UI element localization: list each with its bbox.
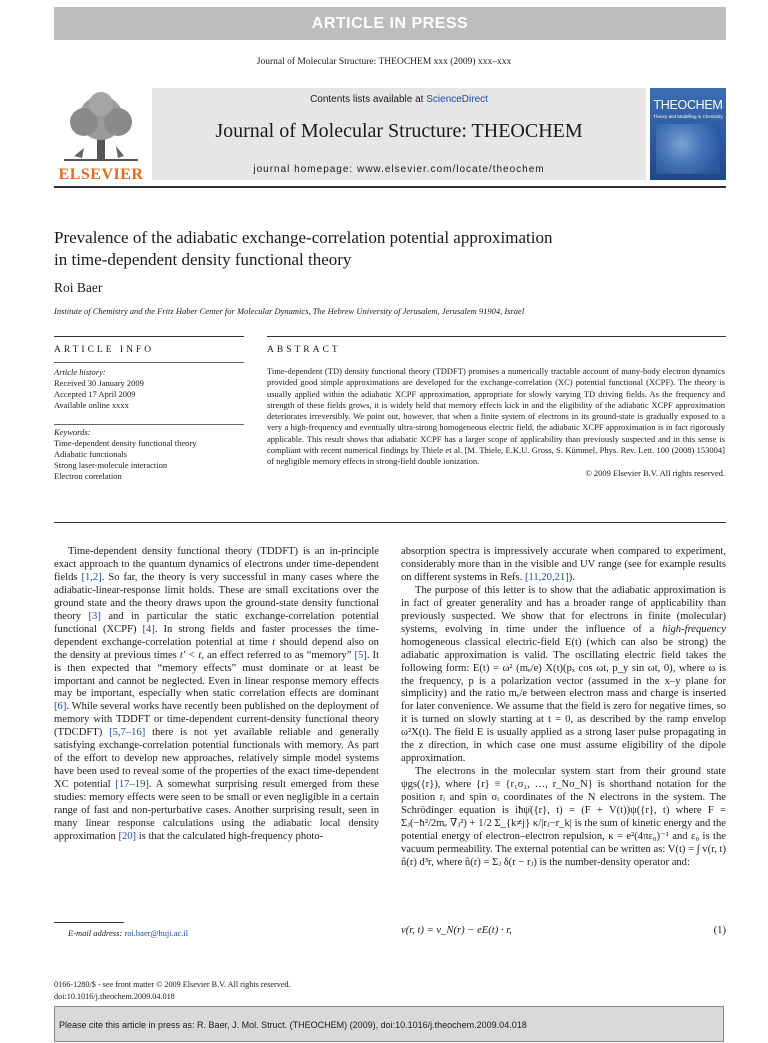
citation-box: Please cite this article in press as: R. Baer, J. Mol. Struct. (THEOCHEM) (2009), doi:10.1016/j.theochem.2009.04.018 (54, 1006, 724, 1042)
keywords (54, 427, 244, 482)
math-variable: t (272, 636, 276, 648)
citation-link[interactable]: [20] (118, 830, 137, 842)
text-run: . So far, the theory is very successful in many cases where the adiabatic-linear-response limit holds. These are small excitations over the ground state and the theory draws upon the ground-state density functional theory (54, 571, 380, 622)
intro-paragraph (54, 546, 379, 844)
journal-cover (650, 88, 726, 180)
abstract-bottom-rule (54, 522, 726, 523)
history-online: Available online xxxx (54, 400, 129, 410)
text-run: and in particular the static exchange-correlation potential functional (XCPF) (54, 610, 379, 635)
author-name: Roi Baer (54, 280, 103, 295)
history-label: Article history: (54, 367, 106, 377)
text-run: ). (568, 571, 575, 583)
keyword-item: Time-dependent density functional theory (54, 438, 197, 448)
text-run: Time-dependent density functional theory (TDDFT) is an in-principle exact approach to the quantum dynamics of electrons under time-dependent fields (54, 546, 379, 583)
abstract-copyright: © 2009 Elsevier B.V. All rights reserved. (585, 467, 725, 478)
paper-title (54, 227, 694, 271)
text-run: . While several works have recently been published on the deployment of memory with TDDFT or time-dependent current-density functional theory (TDCDFT) (54, 701, 379, 739)
journal-reference: Journal of Molecular Structure: THEOCHEM xxx (2009) xxx–xxx (256, 57, 512, 67)
equation-number: (1) (713, 925, 726, 936)
elsevier-logo (54, 90, 148, 184)
footnote-rule (54, 922, 124, 923)
text-run: . It is then expected that “memory effects” must dominate or at least be important and cannot be neglected. Even in linear response memory effects may be important, especially when static correlation effects are dominant (54, 649, 380, 700)
text-run: homogeneous classical electric-field E(t) (which can also be strong) the adiabatic approximation is valid. The oscillating electric field takes the following form: E(t) = ω² (mₑ/e) X(t)(pₓ cos ωt, p_y sin ωt, 0), where ω is the frequency, p is a polarization vector (assumed in the x–y plane for simplicity) and the ratio mₑ/e between electron mass and charge is inserted for later convenience. We assume that the field is zero for negative times, so it is turned on slowly starting at t = 0, as described by the ramp envelop ω²X(t). The field E is usually applied as a strong laser pulse propagating in the z direction, in which case one must assume eligibility of the dipole approximation. (401, 636, 726, 765)
journal-title: Journal of Molecular Structure: THEOCHEM (215, 120, 583, 142)
purpose-paragraph (401, 585, 726, 766)
contents-prefix: Contents lists available at (310, 94, 427, 105)
math-variable: t′ < t (179, 649, 202, 661)
history-received: Received 30 January 2009 (54, 378, 144, 388)
citation-link[interactable]: [1,2] (81, 571, 102, 583)
schrodinger-paragraph (401, 766, 726, 870)
citation-link[interactable]: [5,7–16] (109, 727, 146, 739)
equation-1 (401, 925, 726, 936)
email-label: E-mail address: (68, 928, 125, 938)
body-column-left (54, 546, 379, 844)
journal-header-box (152, 88, 646, 180)
contents-line (152, 94, 646, 105)
body-column-right (401, 546, 726, 870)
cover-subtitle: Theory and Modelling in Chemistry (653, 114, 723, 119)
email-link[interactable]: roi.baer@huji.ac.il (124, 928, 189, 938)
doi-line[interactable]: doi:10.1016/j.theochem.2009.04.018 (54, 991, 175, 1001)
equation-text: v(r, t) = v_N(r) − eE(t) · r, (401, 925, 512, 936)
keywords-label: Keywords: (54, 427, 91, 437)
citation-link[interactable]: [5] (354, 649, 367, 661)
emphasis-text: high-frequency (662, 623, 726, 635)
text-run: . In strong fields and faster processes the time-dependent exchange-correlation potential at time (54, 623, 379, 648)
history-rule (54, 362, 244, 363)
article-history (54, 367, 244, 411)
continued-paragraph (401, 546, 726, 585)
keyword-item: Electron correlation (54, 471, 122, 481)
citation-link[interactable]: [3] (88, 610, 101, 622)
history-accepted: Accepted 17 April 2009 (54, 389, 136, 399)
text-run: . A somewhat surprising result emerged from these studies: memory effects were seen to be small or even negligible in a certain range of fast and non-perturbative cases. Another surprising result, seen in many linear response calculations using the adiabatic local density approximation (54, 779, 379, 842)
paper-title-line-1: Prevalence of the adiabatic exchange-correlation potential approximation (54, 228, 553, 247)
citation-link[interactable]: [17–19] (115, 779, 149, 791)
keywords-rule (54, 424, 244, 425)
masthead (54, 88, 726, 188)
issn-line: 0166-1280/$ - see front matter © 2009 Elsevier B.V. All rights reserved. (54, 980, 291, 989)
citation-link[interactable]: [4] (142, 623, 155, 635)
abstract-heading: ABSTRACT (267, 345, 341, 355)
elsevier-wordmark: ELSEVIER (58, 166, 144, 183)
sciencedirect-link[interactable]: ScienceDirect (426, 94, 488, 105)
journal-homepage[interactable]: journal homepage: www.elsevier.com/locate/theochem (253, 164, 545, 175)
keyword-item: Adiabatic functionals (54, 449, 127, 459)
article-info-heading: ARTICLE INFO (54, 345, 155, 355)
text-run: absorption spectra is impressively accurate when compared to experiment, considerably more than in the visible and UV range (see for example results on different systems in Refs. (401, 546, 726, 583)
footnote-email (68, 928, 188, 938)
elsevier-tree-icon (54, 90, 148, 166)
keyword-item: Strong laser-molecule interaction (54, 460, 168, 470)
citation-link[interactable]: [6] (54, 701, 67, 713)
author-affiliation: Institute of Chemistry and the Fritz Haber Center for Molecular Dynamics, The Hebrew University of Jerusalem, Jerusalem 91904, Israel (54, 306, 525, 316)
text-run: The electrons in the molecular system start from their ground state ψgs({r}), where {r} ≡ {r₁σ₁, …, r_Nσ_N} is shorthand notation for the position rᵢ and spin σᵢ coordinates of the N electrons in the system. The Schrödinger equation is iħψ̇({r}, t) = (F + V(t))ψ({r}, t) where F = Σⱼ(−ħ²/2mₑ ∇ⱼ²) + 1/2 Σ_{k≠j} κ/|rⱼ−r_k| is the sum of kinetic energy and the potential energy of electron–electron repulsion, κ = e²(4πε₀)⁻¹ and ε₀ is the vacuum permeability. The external potential can be written as: V(t) = ∫ v(r, t) n̂(r) d³r, where n̂(r) = Σⱼ δ(r − rⱼ) is the number-density operator and: (401, 766, 726, 868)
cover-title: THEOCHEM (653, 98, 723, 112)
text-run: should depend also on the density at previous times (54, 636, 379, 661)
abstract-rule (267, 336, 726, 337)
issn-block (54, 979, 291, 1002)
article-info-rule (54, 336, 244, 337)
article-in-press-banner: ARTICLE IN PRESS (54, 7, 726, 40)
cover-art (656, 124, 720, 174)
paper-title-line-2: in time-dependent density functional theory (54, 250, 352, 269)
abstract-body (267, 366, 725, 479)
text-run: The purpose of this letter is to show that the adiabatic approximation is in fact of greater generality and has a broader range of applicability than previously suspected. We show that for electrons in finite (molecular) systems, evolving in time under the influence of a (401, 584, 726, 635)
text-run: there is not yet available reliable and generally satisfying exchange-correlation potential functionals with memory. As part of the effort to develop new approaches, relatively simple model systems have been used to reveal some of the properties of the exact time-dependent XC potential (54, 727, 380, 791)
text-run: is that the calculated high-frequency photo- (136, 830, 324, 842)
citation-link[interactable]: [11,20,21] (524, 571, 569, 583)
text-run: , an effect referred to as “memory” (201, 649, 355, 661)
abstract-text: Time-dependent (TD) density functional theory (TDDFT) promises a numerically tractable account of many-body electron dynamics provided good simple approximations are developed for the exchange-correlation (XC) potential functional (XCPF). The theory is usually applied within the adiabatic XCPF approximation, appropriate for slowly varying TD driving fields. As the frequency and strength of these fields grows, it is widely held that memory effects kick in and the eligibility of the adiabatic XCPF approximation deteriorates irreversibly. We point out, however, that when a finite system of electrons in its ground-state is gradually exposed to a very a high-frequency and eventually ultra-strong homogeneous electric field, the adiabatic XCPF approximation is in fact rigorously applicable. This result shows that adiabatic XCPF has a larger scope of applicability than previously suspected and in this sense is compliant with recent numerical findings by Thiele et al. [M. Thiele, E.K.U. Gross, S. Kümmel, Phys. Rev. Lett. 100 (2008) 153004] of negligible memory effects in strong-field double ionization. (267, 366, 725, 467)
